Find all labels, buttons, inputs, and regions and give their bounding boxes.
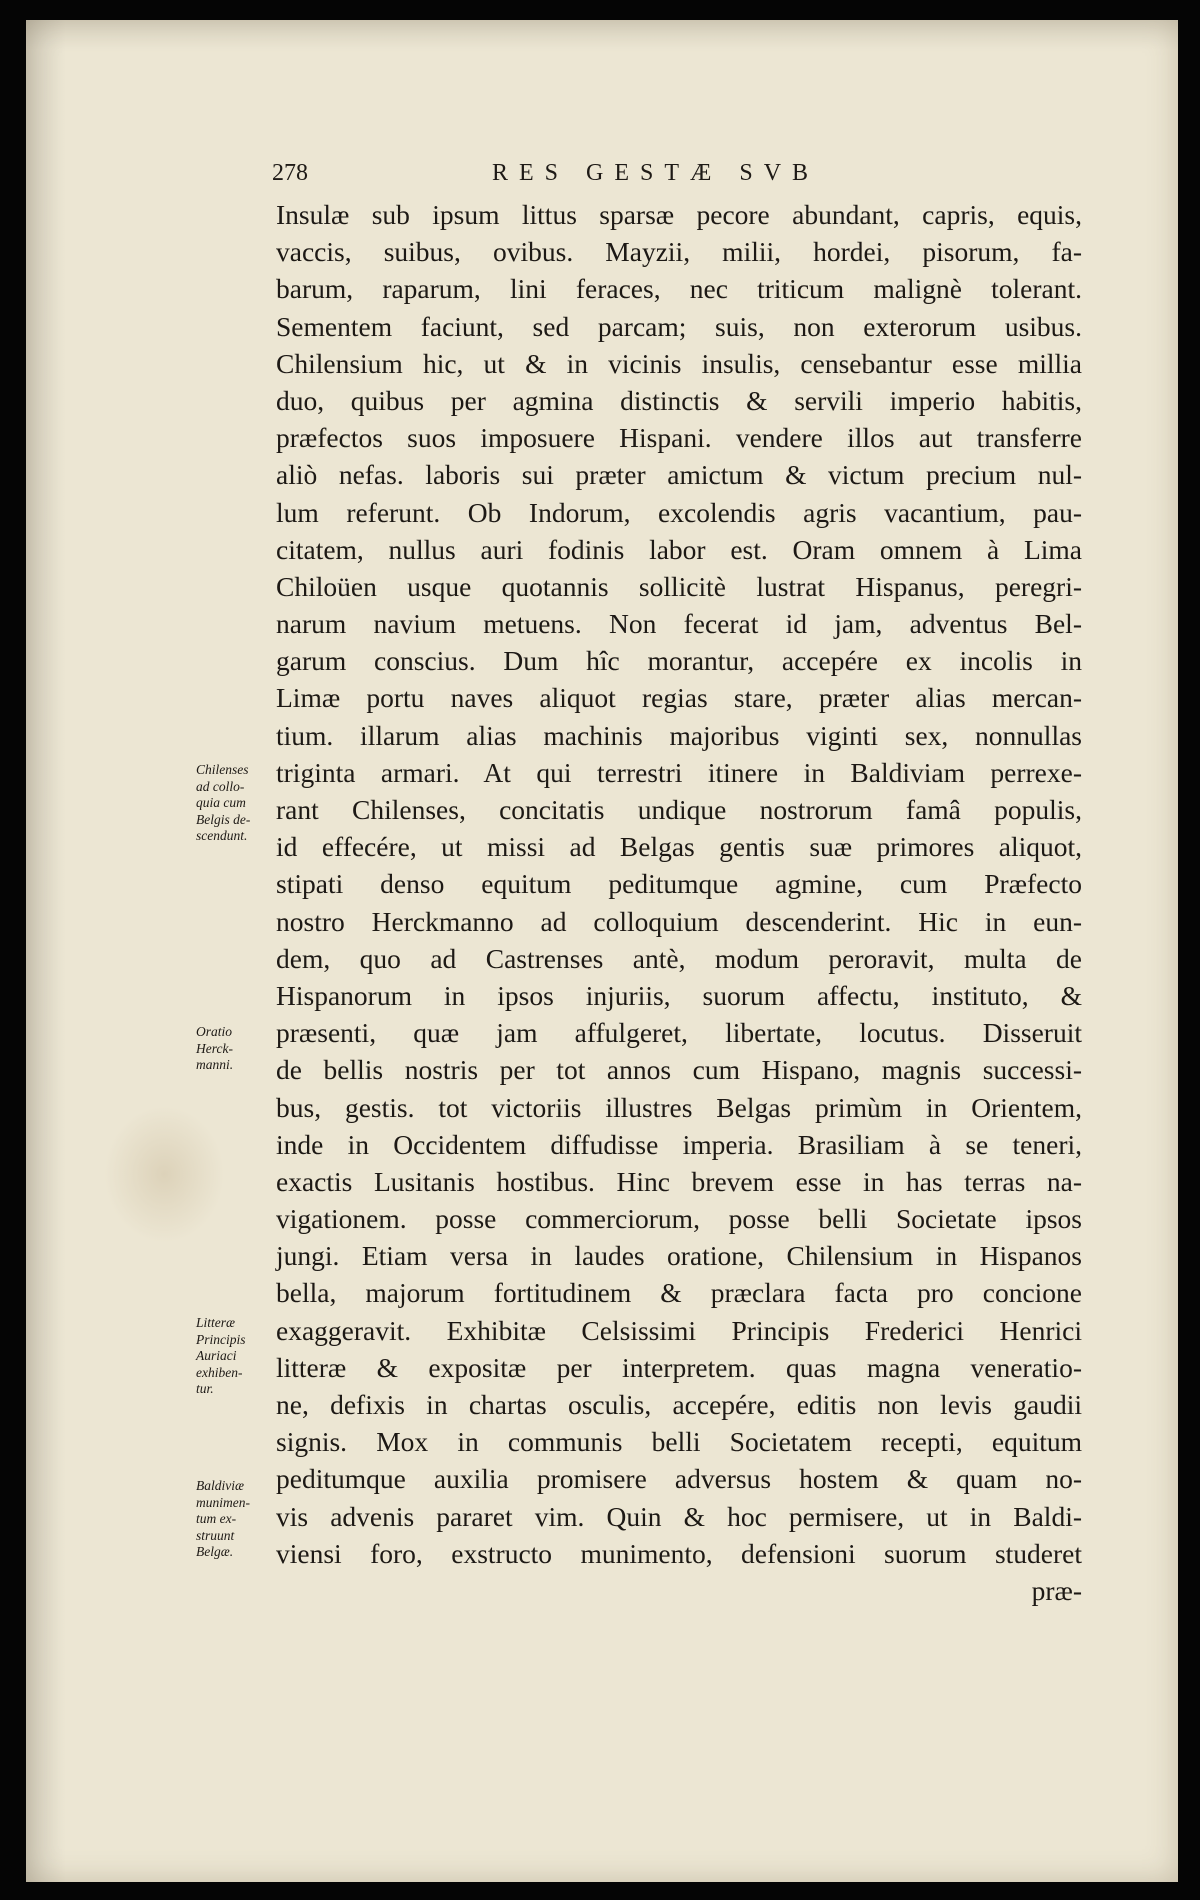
text-line: Limæ portu naves aliquot regias stare, præter alias mercan- xyxy=(276,682,1082,714)
text-line: citatem, nullus auri fodinis labor est. Oram omnem à Lima xyxy=(276,533,1082,565)
margin-note-line: Belgis de- xyxy=(196,811,251,827)
text-line: exactis Lusitanis hostibus. Hinc brevem esse in has terras na- xyxy=(276,1165,1082,1197)
text-line: Sementem faciunt, sed parcam; suis, non exterorum usibus. xyxy=(276,310,1082,342)
text-line: lum referunt. Ob Indorum, excolendis agris vacantium, pau- xyxy=(276,496,1082,528)
text-line: vaccis, suibus, ovibus. Mayzii, milii, hordei, pisorum, fa- xyxy=(276,236,1082,268)
text-line: aliò nefas. laboris sui præter amictum & victum precium nul- xyxy=(276,459,1082,491)
margin-note-line: exhiben- xyxy=(196,1364,243,1380)
margin-note-baldiviae xyxy=(196,1478,272,1561)
text-line: triginta armari. At qui terrestri itinere in Baldiviam perrexe- xyxy=(276,756,1082,788)
margin-note-line: scendunt. xyxy=(196,828,248,843)
margin-note-line: tur. xyxy=(196,1381,214,1396)
margin-note-line: Baldiviæ xyxy=(196,1478,244,1493)
text-line: nostro Herckmanno ad colloquium descenderint. Hic in eun- xyxy=(276,905,1082,937)
margin-note-line: ad collo- xyxy=(196,778,245,794)
margin-note-line: Chilenses xyxy=(196,762,249,777)
text-line: præfectos suos imposuere Hispani. vendere illos aut transferre xyxy=(276,422,1082,454)
text-line: duo, quibus per agmina distinctis & servili imperio habitis, xyxy=(276,384,1082,416)
text-line: ne, defixis in chartas osculis, accepére, editis non levis gaudii xyxy=(276,1389,1082,1420)
text-line: barum, raparum, lini feraces, nec triticum malignè tolerant. xyxy=(276,273,1082,305)
text-line: jungi. Etiam versa in laudes oratione, Chilensium in Hispanos xyxy=(276,1240,1082,1272)
text-line: inde in Occidentem diffudisse imperia. Brasiliam à se teneri, xyxy=(276,1128,1082,1160)
text-line: Insulæ sub ipsum littus sparsæ pecore abundant, capris, equis, xyxy=(276,199,1082,230)
text-line: bella, majorum fortitudinem & præclara facta pro concione xyxy=(276,1277,1082,1309)
margin-note-line: quia cum xyxy=(196,795,246,810)
page-number: 278 xyxy=(272,160,308,186)
text-line: præsenti, quæ jam affulgeret, libertate, locutus. Disseruit xyxy=(276,1017,1082,1049)
margin-note-line: Oratio xyxy=(196,1024,233,1039)
running-title: RES GESTÆ SVB xyxy=(492,160,820,186)
margin-note-line: manni. xyxy=(196,1057,234,1072)
text-line: peditumque auxilia promisere adversus hostem & quam no- xyxy=(276,1463,1082,1495)
text-line: tium. illarum alias machinis majoribus viginti sex, nonnullas xyxy=(276,719,1082,751)
catchword: præ- xyxy=(1031,1574,1082,1606)
text-line: rant Chilenses, concitatis undique nostrorum famâ populis, xyxy=(276,794,1082,825)
margin-note-line: tum ex- xyxy=(196,1511,237,1526)
text-line: stipati denso equitum peditumque agmine, cum Præfecto xyxy=(276,868,1082,900)
text-line: Chiloüen usque quotannis sollicitè lustrat Hispanus, peregri- xyxy=(276,570,1082,602)
text-line: viensi foro, exstructo munimento, defensioni suorum studeret xyxy=(276,1537,1082,1569)
text-line: Chilensium hic, ut & in vicinis insulis, censebantur esse millia xyxy=(276,347,1082,379)
margin-note-chilenses xyxy=(196,762,272,845)
text-line: vis advenis pararet vim. Quin & hoc permisere, ut in Baldi- xyxy=(276,1500,1082,1532)
text-line: Hispanorum in ipsos injuriis, suorum affectu, instituto, & xyxy=(276,979,1082,1011)
margin-note-line: munimen- xyxy=(196,1494,250,1510)
text-line: narum navium metuens. Non fecerat id jam, adventus Bel- xyxy=(276,608,1082,640)
margin-note-line: Principis xyxy=(196,1331,246,1347)
margin-note-line: Belgæ. xyxy=(196,1544,234,1559)
running-head xyxy=(272,160,1080,190)
margin-note-litterae xyxy=(196,1315,272,1398)
margin-note-line: struunt xyxy=(196,1527,235,1543)
text-line: dem, quo ad Castrenses antè, modum peroravit, multa de xyxy=(276,942,1082,974)
text-line: exaggeravit. Exhibitæ Celsissimi Principis Frederici Henrici xyxy=(276,1314,1082,1346)
text-line: id effecére, ut missi ad Belgas gentis suæ primores aliquot, xyxy=(276,831,1082,863)
margin-note-line: Herck- xyxy=(196,1040,233,1056)
text-line: vigationem. posse commerciorum, posse belli Societate ipsos xyxy=(276,1203,1082,1235)
text-line: litteræ & expositæ per interpretem. quas magna veneratio- xyxy=(276,1351,1082,1383)
text-line: signis. Mox in communis belli Societatem recepti, equitum xyxy=(276,1426,1082,1458)
text-line: garum conscius. Dum hîc morantur, accepére ex incolis in xyxy=(276,645,1082,677)
margin-note-line: Auriaci xyxy=(196,1348,237,1363)
text-line: de bellis nostris per tot annos cum Hispano, magnis successi- xyxy=(276,1054,1082,1086)
text-line: bus, gestis. tot victoriis illustres Belgas primùm in Orientem, xyxy=(276,1091,1082,1123)
body-text xyxy=(276,196,1082,1609)
margin-note-oratio xyxy=(196,1024,272,1074)
margin-note-line: Litteræ xyxy=(196,1315,236,1330)
